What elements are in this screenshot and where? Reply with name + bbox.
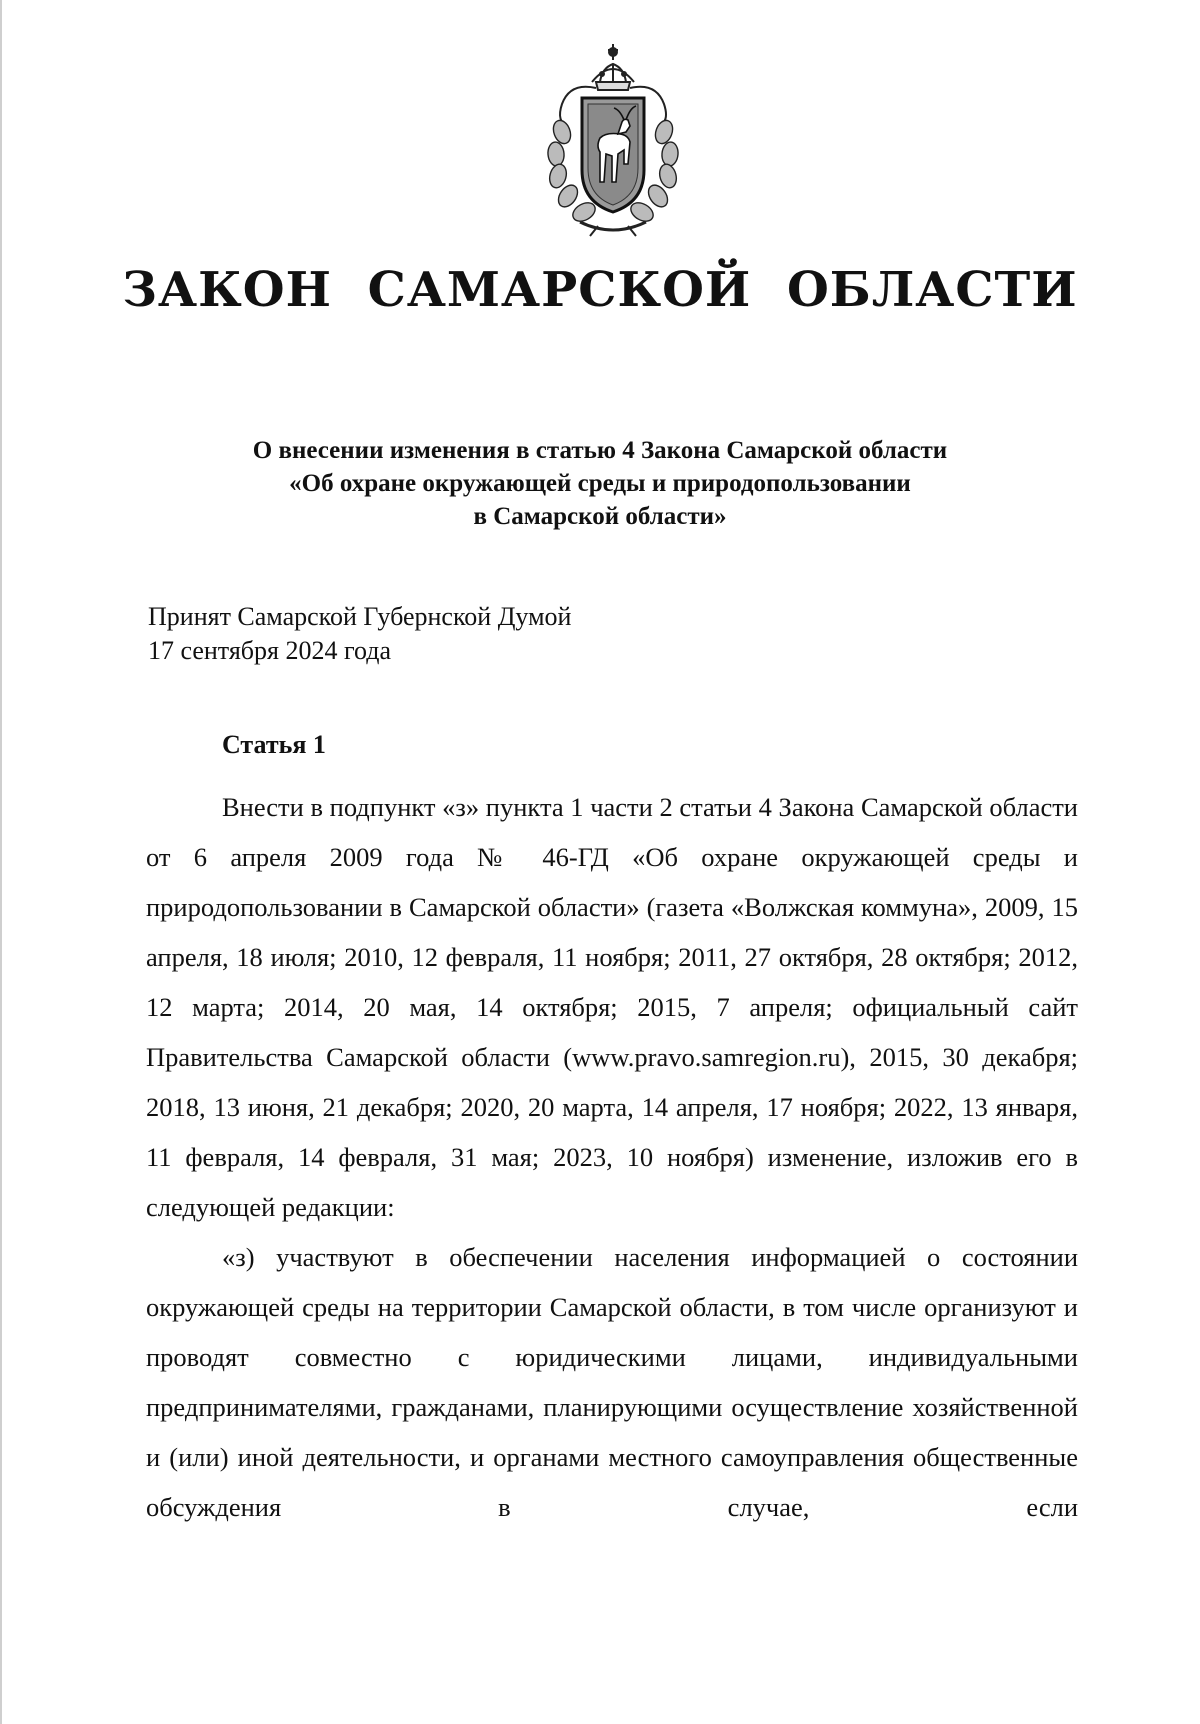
adoption-date: 17 сентября 2024 года bbox=[148, 636, 392, 665]
adoption-body: Принят Самарской Губернской Думой bbox=[148, 602, 572, 631]
subtitle-line: О внесении изменения в статью 4 Закона Самарской области bbox=[252, 437, 948, 464]
coat-of-arms-icon bbox=[540, 42, 686, 238]
article-body bbox=[146, 782, 1078, 1532]
subtitle-line: в Самарской области» bbox=[473, 503, 727, 530]
subtitle-line: «Об охране окружающей среды и природопользовании bbox=[289, 470, 911, 497]
article-heading: Статья 1 bbox=[222, 730, 326, 759]
paragraph: «з) участвуют в обеспечении населения информацией о состоянии окружающей среды на территории Самарской области, в том числе организуют и проводят совместно с юридическими лицами, индивидуальными предпринимателями, гражданами, планирующими осуществление хозяйственной и (или) иной деятельности, и органами местного самоуправления общественные обсуждения в случае, если bbox=[146, 1242, 1078, 1522]
adoption-info bbox=[148, 600, 571, 668]
scan-edge bbox=[0, 0, 2, 1724]
paragraph: Внести в подпункт «з» пункта 1 части 2 статьи 4 Закона Самарской области от 6 апреля 2009 года № 46-ГД «Об охране окружающей среды и природопользовании в Самарской области» (газета «Волжская коммуна», 2009, 15 апреля, 18 июля; 2010, 12 февраля, 11 ноября; 2011, 27 октября, 28 октября; 2012, 12 марта; 2014, 20 мая, 14 октября; 2015, 7 апреля; официальный сайт Правительства Самарской области (www.pravo.samregion.ru), 2015, 30 декабря; 2018, 13 июня, 21 декабря; 2020, 20 марта, 14 апреля, 17 ноября; 2022, 13 января, 11 февраля, 14 февраля, 31 мая; 2023, 10 ноября) изменение, изложив его в следующей редакции: bbox=[146, 792, 1078, 1222]
law-title: ЗАКОН САМАРСКОЙ ОБЛАСТИ bbox=[122, 262, 1078, 318]
law-subtitle bbox=[0, 434, 1200, 533]
